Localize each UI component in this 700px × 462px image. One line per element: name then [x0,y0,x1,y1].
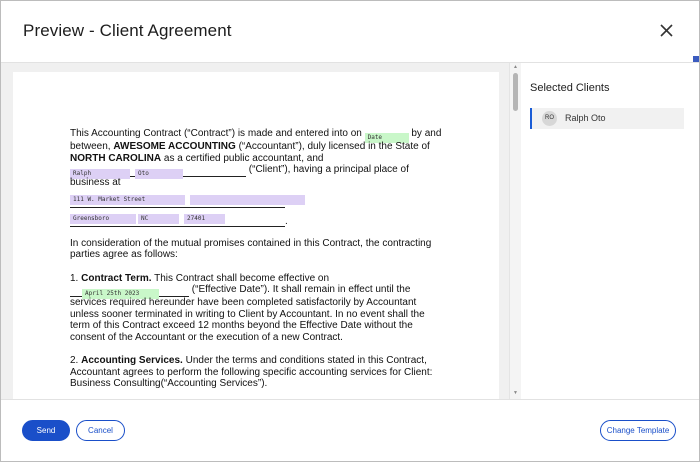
close-button[interactable] [657,21,677,41]
street-address-line [70,195,446,210]
client-name: Ralph Oto [565,113,606,123]
document-text [70,128,446,390]
first-name-tag[interactable]: Ralph [70,169,130,179]
zip-tag[interactable]: 27401 [184,214,225,224]
scroll-down-arrow-icon[interactable]: ▼ [513,390,518,396]
close-icon[interactable] [657,21,677,41]
document-page [13,72,499,399]
intro-paragraph [70,128,446,189]
city-underline [70,226,285,227]
contract-term-paragraph [70,273,446,344]
term-text-2: (“Effective Date”). It shall remain in effect until the services required hereunder have been completed satisfactorily by Accountant unless sooner terminated in writing to Client by Accountant. In no event shall the term of this Contract exceed 12 months beyond the Effective Date without the consent of the Accountant or the execution of a new Contract. [70,284,425,343]
client-avatar: RO [542,111,557,126]
street-tag[interactable]: 111 W. Market Street [70,195,185,205]
city-address-line [70,214,446,229]
client-list-item[interactable] [530,108,684,129]
street-underline [70,207,285,208]
term-text-1: This Contract shall become effective on [154,272,330,284]
address-period: . [285,215,288,227]
services-number: 2. [70,355,79,366]
dialog-header [1,1,699,63]
consideration-paragraph: In consideration of the mutual promises contained in this Contract, the contracting parties agree as follows: [70,237,432,260]
state-tag[interactable]: NC [138,214,179,224]
city-tag[interactable]: Greensboro [70,214,136,224]
services-text: Under the terms and conditions stated in this Contract, Accountant agrees to perform the following specific accounting services for Client: Business Consulting(“Accounting Services”). [70,355,433,389]
accountant-name: AWESOME ACCOUNTING [113,141,236,152]
cancel-button[interactable]: Cancel [76,420,125,441]
intro-text-5: (“Client”), having a principal place of business at [70,164,409,188]
term-heading: Contract Term. [81,272,152,284]
intro-text-3: (“Accountant”), duly licensed in the State of [238,141,430,152]
client-name-field[interactable] [70,166,246,177]
street2-tag[interactable] [190,195,305,205]
change-template-button[interactable]: Change Template [600,420,676,441]
services-heading: Accounting Services. [81,355,183,366]
intro-text-4: as a certified public accountant, and [163,152,324,164]
accounting-services-paragraph [70,355,446,390]
dialog-body [1,63,699,399]
intro-text-2: by and between, [70,128,442,152]
dialog-title: Preview - Client Agreement [23,21,232,40]
date-tag[interactable]: Date [365,133,409,143]
selected-clients-panel [522,63,699,399]
effective-date-tag[interactable]: April 25th 2023 [82,289,159,299]
dialog-footer [1,399,699,461]
scroll-up-arrow-icon[interactable]: ▲ [513,64,518,70]
send-button[interactable]: Send [22,420,70,441]
document-scrollbar[interactable] [509,63,521,399]
scroll-thumb[interactable] [513,73,518,111]
date-field[interactable] [365,130,409,141]
effective-date-field[interactable] [70,286,189,297]
last-name-tag[interactable]: Oto [135,169,183,179]
state-name: NORTH CAROLINA [70,152,162,164]
selected-clients-title: Selected Clients [530,82,610,94]
term-number: 1. [70,272,79,284]
intro-text-1: This Accounting Contract (“Contract”) is made and entered into on [70,128,362,139]
document-viewer[interactable] [1,63,509,399]
